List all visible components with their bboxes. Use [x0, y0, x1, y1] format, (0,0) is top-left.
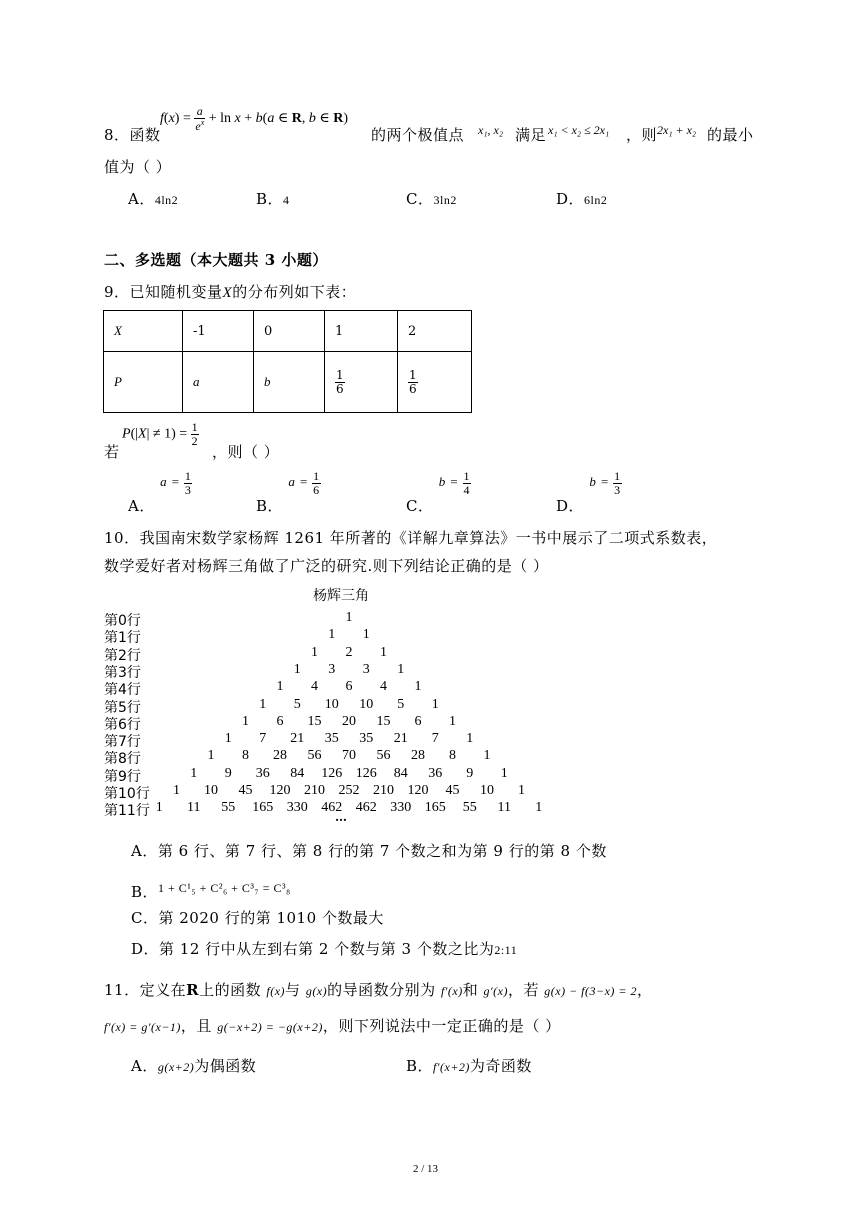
triangle-value: 120	[269, 783, 291, 798]
q8-suffix: 的最小	[707, 126, 754, 144]
table-cell: 2	[398, 311, 472, 352]
q8-line1	[104, 124, 161, 145]
triangle-value: 10	[480, 783, 494, 798]
q10-line2: 数学爱好者对杨辉三角做了广泛的研究.则下列结论正确的是（ ）	[104, 557, 549, 575]
triangle-value: 1	[518, 783, 525, 798]
triangle-value: 126	[355, 765, 377, 781]
triangle-value: 35	[359, 731, 374, 747]
triangle-value: 56	[307, 748, 322, 764]
triangle-value: 330	[286, 800, 308, 816]
triangle-value: 28	[273, 748, 287, 764]
triangle-value: 1	[242, 713, 249, 729]
q8-points: x₁, x₂	[478, 123, 503, 137]
triangle-row-label: 第10行	[104, 786, 150, 802]
triangle-value: 11	[187, 800, 201, 816]
table-row	[104, 352, 472, 413]
distribution-table	[103, 310, 472, 413]
q10-line1: 10．我国南宋数学家杨辉 1261 年所著的《详解九章算法》一书中展示了二项式系数表，	[104, 529, 718, 547]
triangle-row-label: 第3行	[104, 664, 141, 681]
triangle-value: 165	[252, 800, 274, 816]
triangle-value: 1	[414, 679, 422, 695]
q8-line2: 值为（ ）	[104, 158, 172, 176]
table-cell: 1	[325, 311, 398, 352]
triangle-value: 1	[362, 627, 370, 643]
q10-option-b[interactable]: B．1 + C¹₅ + C²₆ + C³₇ = C³₈	[131, 881, 291, 901]
triangle-value: 210	[373, 783, 394, 798]
triangle-value: 9	[466, 765, 474, 781]
q8-expr: 2x₁ + x₂	[657, 123, 697, 137]
triangle-row-label: 第5行	[104, 699, 141, 716]
triangle-value: 8	[449, 748, 456, 764]
triangle-value: 1	[345, 610, 353, 625]
triangle-value: 1	[449, 713, 456, 729]
q9-condition-suffix: ，则（ ）	[212, 443, 280, 461]
triangle-value: 10	[324, 696, 339, 712]
q9-option-d[interactable]: D． b = $\frac{1}{3}$	[556, 469, 621, 516]
q9-option-c[interactable]: C． b = $\frac{1}{4}$	[406, 469, 471, 516]
triangle-value: 1	[207, 748, 215, 764]
q9-option-a[interactable]: A． a = $\frac{1}{3}$	[128, 469, 192, 516]
triangle-value: 1	[190, 765, 198, 781]
q8-condition: x₁ < x₂ ≤ 2x₁	[548, 123, 610, 137]
triangle-value: 252	[338, 783, 360, 798]
triangle-value: 1	[173, 783, 180, 798]
q11-line2: f′(x) = g′(x−1)，且 g(−x+2) = −g(x+2)，则下列说法中一定正确的是（ ）	[104, 1017, 561, 1035]
triangle-value: 6	[276, 713, 284, 729]
triangle-value: 55	[221, 800, 236, 816]
table-row	[104, 311, 472, 352]
triangle-value: 7	[431, 731, 439, 747]
triangle-value: 120	[407, 783, 429, 798]
triangle-value: 3	[328, 661, 336, 677]
triangle-value: 7	[259, 731, 267, 747]
triangle-value: 6	[414, 713, 422, 729]
table-cell: -1	[183, 311, 254, 352]
triangle-title: 杨辉三角	[313, 588, 369, 604]
triangle-value: 6	[345, 679, 353, 695]
triangle-value: 2	[345, 644, 353, 660]
triangle-value: 1	[259, 696, 267, 712]
triangle-value: 4	[380, 679, 387, 695]
q8-option-b[interactable]: B．4	[256, 190, 290, 208]
triangle-value: 1	[155, 800, 163, 816]
triangle-value: 1	[293, 661, 301, 677]
triangle-value: 1	[466, 731, 474, 747]
table-cell: P	[104, 352, 183, 413]
q9-condition-expr: P(|X| ≠ 1) = $\frac{1}{2}$	[122, 420, 198, 448]
q9-condition: 若	[104, 443, 120, 461]
q8-option-d[interactable]: D．6ln2	[556, 190, 608, 208]
triangle-value: 1	[500, 765, 508, 781]
triangle-row-label: 第4行	[104, 682, 141, 699]
triangle-value: 20	[342, 713, 356, 729]
triangle-value: 56	[376, 748, 391, 764]
triangle-value: 10	[204, 783, 218, 798]
triangle-row-label: 第6行	[104, 716, 141, 733]
triangle-value: 462	[321, 800, 343, 816]
triangle-value: 462	[355, 800, 377, 816]
q11-option-b[interactable]: B．f′(x+2)为奇函数	[406, 1057, 532, 1075]
triangle-value: 4	[311, 679, 318, 695]
q8-then: ，则	[626, 126, 658, 144]
triangle-value: 84	[290, 765, 305, 781]
q10-option-a[interactable]: A．第 6 行、第 7 行、第 8 行的第 7 个数之和为第 9 行的第 8 个数	[131, 842, 607, 860]
triangle-value: 3	[362, 661, 370, 677]
triangle-value: 330	[390, 800, 412, 816]
triangle-value: 84	[393, 765, 408, 781]
q9-option-b[interactable]: B． a = $\frac{1}{6}$	[256, 469, 320, 516]
triangle-value: 28	[411, 748, 425, 764]
triangle-row-label: 第8行	[104, 751, 141, 768]
triangle-value: 21	[290, 731, 305, 747]
q8-option-c[interactable]: C．3ln2	[406, 190, 457, 208]
q9-intro: 9．已知随机变量X的分布列如下表：	[104, 283, 357, 301]
triangle-value: 70	[342, 748, 356, 764]
table-cell: 0	[254, 311, 325, 352]
triangle-row-label: 第2行	[104, 647, 141, 664]
q11-option-a[interactable]: A．g(x+2)为偶函数	[131, 1057, 257, 1075]
q8-option-a[interactable]: A．4ln2	[128, 190, 179, 208]
triangle-value: 1	[397, 661, 405, 677]
q10-option-d[interactable]: D．第 12 行中从左到右第 2 个数与第 3 个数之比为2:11	[131, 940, 518, 958]
triangle-value: 1	[328, 627, 336, 643]
triangle-value: 1	[380, 644, 387, 660]
triangle-value: 126	[321, 765, 343, 781]
table-cell: b	[254, 352, 325, 413]
triangle-value: 165	[424, 800, 446, 816]
triangle-value: 36	[428, 765, 443, 781]
q8-prefix: 8．函数	[104, 126, 161, 144]
triangle-value: 1	[311, 644, 318, 660]
triangle-row-label: 第11行	[104, 803, 150, 820]
table-cell: X	[104, 311, 183, 352]
section-title: 二、多选题（本大题共 3 小题）	[104, 251, 328, 269]
q8-middle: 的两个极值点	[371, 126, 465, 144]
triangle-ellipsis: …	[335, 810, 347, 824]
triangle-row-label: 第0行	[104, 613, 141, 629]
triangle-value: 36	[255, 765, 270, 781]
triangle-value: 1	[535, 800, 543, 816]
triangle-value: 210	[304, 783, 325, 798]
page-number: 2 / 13	[413, 1163, 439, 1175]
q10-option-c[interactable]: C．第 2020 行的第 1010 个数最大	[131, 909, 384, 927]
table-cell: $\frac{1}{6}$	[325, 352, 398, 413]
triangle-value: 45	[445, 783, 460, 798]
triangle-value: 55	[462, 800, 477, 816]
triangle-value: 21	[393, 731, 408, 747]
triangle-value: 45	[238, 783, 253, 798]
triangle-row-label: 第1行	[104, 630, 141, 647]
triangle-value: 8	[242, 748, 249, 764]
triangle-value: 10	[359, 696, 374, 712]
triangle-value: 5	[397, 696, 405, 712]
triangle-value: 11	[497, 800, 511, 816]
triangle-value: 15	[307, 713, 322, 729]
triangle-row-label: 第9行	[104, 768, 141, 785]
table-cell: a	[183, 352, 254, 413]
triangle-value: 9	[224, 765, 232, 781]
triangle-value: 1	[483, 748, 491, 764]
q8-function: f(x) = $\frac{a}{e^x}$ + ln x + b(a ∈ R, b ∈ R)	[160, 104, 349, 133]
triangle-row-label: 第7行	[104, 734, 141, 751]
triangle-value: 5	[293, 696, 301, 712]
triangle-value: 1	[431, 696, 439, 712]
triangle-value: 1	[224, 731, 232, 747]
q11-line1: 11．定义在R上的函数 f(x)与 g(x)的导函数分别为 f′(x)和 g′(x)，若 g(x) − f(3−x) = 2，	[104, 981, 653, 999]
triangle-value: 35	[324, 731, 339, 747]
triangle-value: 1	[276, 679, 284, 695]
table-cell: $\frac{1}{6}$	[398, 352, 472, 413]
q8-satisfy: 满足	[515, 126, 547, 144]
triangle-value: 15	[376, 713, 391, 729]
